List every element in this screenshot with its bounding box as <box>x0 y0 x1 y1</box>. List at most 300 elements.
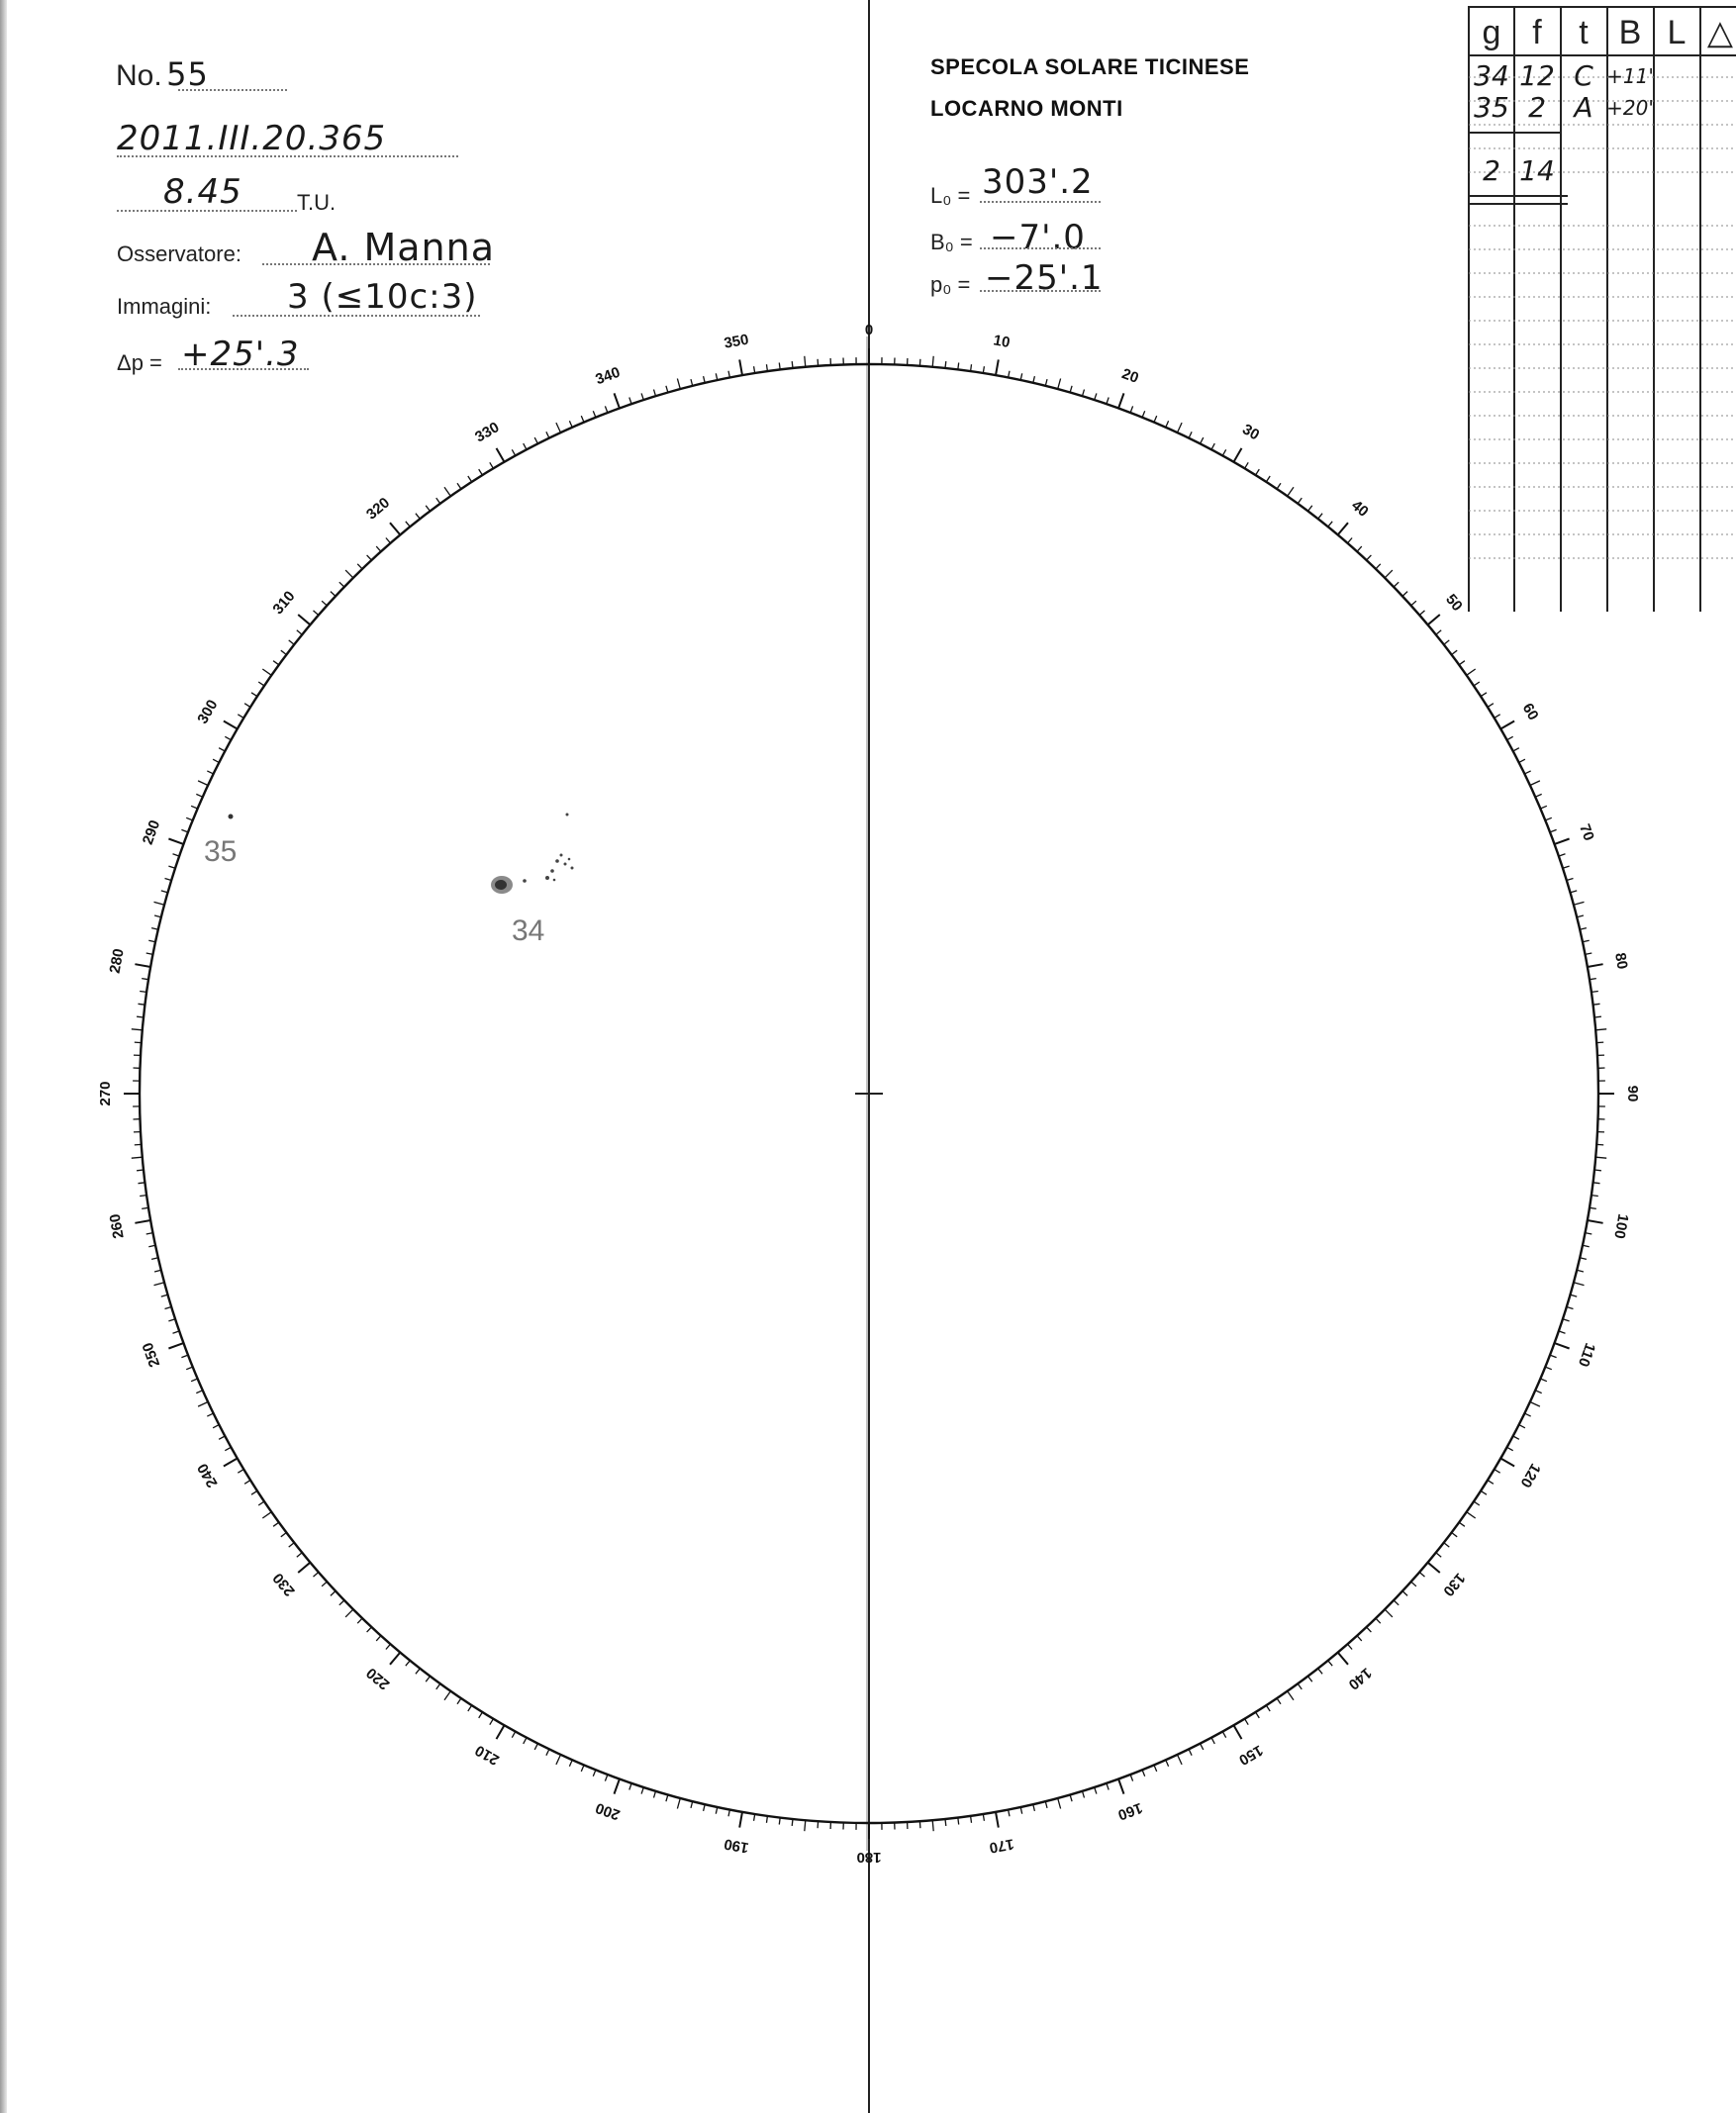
degree-tick <box>186 1367 193 1370</box>
degree-tick <box>1142 1770 1145 1777</box>
degree-label: 340 <box>593 363 623 389</box>
degree-tick <box>273 1522 279 1526</box>
degree-tick <box>468 1705 472 1711</box>
degree-tick <box>213 1425 219 1428</box>
degree-tick <box>262 1512 271 1518</box>
degree-tick <box>1178 1755 1183 1765</box>
degree-tick <box>314 1573 319 1578</box>
degree-label: 130 <box>1439 1569 1469 1599</box>
degree-tick <box>135 964 150 967</box>
degree-tick <box>569 421 572 427</box>
degree-tick <box>581 1765 584 1772</box>
degree-tick <box>1507 736 1513 739</box>
degree-label: 280 <box>106 947 128 975</box>
degree-tick <box>1385 1609 1393 1617</box>
degree-tick <box>1348 538 1353 543</box>
degree-tick <box>151 1258 158 1260</box>
col-header-f: f <box>1532 14 1542 51</box>
degree-tick <box>691 379 693 386</box>
col-header-delta: △ <box>1706 14 1734 51</box>
degree-tick <box>1256 469 1260 475</box>
degree-tick <box>1524 1413 1530 1416</box>
observatory-name: SPECOLA SOLARE TICINESE <box>930 54 1250 79</box>
degree-tick <box>1591 1196 1598 1197</box>
degree-tick <box>1530 781 1540 786</box>
degree-tick <box>1394 582 1398 587</box>
degree-tick <box>1583 1245 1590 1247</box>
degree-label: 170 <box>988 1835 1015 1857</box>
total-f: 14 <box>1519 154 1555 187</box>
degree-tick <box>546 1749 549 1755</box>
degree-tick <box>1288 487 1294 496</box>
degree-tick <box>1256 1712 1260 1718</box>
degree-tick <box>1596 1144 1603 1145</box>
degree-tick <box>322 1582 327 1586</box>
degree-tick <box>173 1331 180 1333</box>
col-header-t: t <box>1579 14 1589 51</box>
degree-tick <box>390 1653 400 1665</box>
degree-tick <box>1277 1698 1281 1704</box>
degree-tick <box>524 443 527 449</box>
number-label: No. <box>116 59 162 92</box>
degree-tick <box>479 469 483 475</box>
row1-f: 12 <box>1519 59 1555 92</box>
degree-tick <box>615 393 620 408</box>
degree-tick <box>140 1196 146 1197</box>
degree-tick <box>1559 854 1566 856</box>
degree-tick <box>1411 1582 1416 1586</box>
degree-tick <box>1318 1669 1322 1675</box>
degree-tick <box>251 1490 257 1494</box>
degree-tick <box>1495 1470 1500 1474</box>
degree-tick <box>207 1413 213 1416</box>
degree-tick <box>181 829 188 832</box>
degree-tick <box>1563 1319 1570 1321</box>
degree-tick <box>1428 1563 1440 1573</box>
degree-tick <box>468 476 472 482</box>
degree-tick <box>1586 1233 1592 1234</box>
degree-tick <box>262 669 271 675</box>
degree-tick <box>716 1807 718 1814</box>
degree-tick <box>641 1787 643 1794</box>
total-g: 2 <box>1483 154 1500 187</box>
degree-tick <box>281 650 287 654</box>
degree-tick <box>512 449 515 455</box>
degree-tick <box>1550 829 1557 832</box>
degree-tick <box>168 839 183 844</box>
degree-tick <box>1545 1367 1552 1370</box>
degree-tick <box>490 462 494 468</box>
degree-tick <box>406 1661 410 1666</box>
spot-34-small <box>564 863 567 866</box>
degree-label: 20 <box>1119 365 1141 387</box>
degree-label: 310 <box>269 588 299 619</box>
degree-tick <box>1459 661 1465 665</box>
degree-tick <box>1234 1725 1242 1739</box>
degree-tick <box>1376 564 1381 569</box>
degree-tick <box>792 361 793 368</box>
degree-tick <box>297 630 302 634</box>
degree-tick <box>1588 1220 1603 1223</box>
degree-label: 50 <box>1442 591 1466 615</box>
degree-tick <box>1577 915 1584 917</box>
degree-tick <box>135 1144 142 1145</box>
p0-label: p₀ = <box>930 272 971 297</box>
degree-label: 260 <box>106 1212 128 1240</box>
degree-tick <box>593 1770 596 1777</box>
degree-tick <box>168 866 175 868</box>
degree-tick <box>137 1016 144 1017</box>
degree-tick <box>244 704 250 708</box>
degree-tick <box>1234 448 1242 462</box>
degree-label: 120 <box>1516 1460 1544 1490</box>
degree-tick <box>1545 817 1552 820</box>
L0-label: L₀ = <box>930 183 971 208</box>
spot-34-small <box>560 854 563 857</box>
degree-tick <box>605 406 608 413</box>
degree-tick <box>1045 379 1047 386</box>
degree-tick <box>996 1812 999 1828</box>
degree-tick <box>1107 1783 1109 1790</box>
degree-tick <box>1419 1573 1424 1578</box>
degree-tick <box>1308 506 1312 512</box>
degree-tick <box>1411 601 1416 606</box>
degree-tick <box>716 373 718 380</box>
spot-34-small <box>550 869 554 873</box>
degree-tick <box>376 1636 381 1641</box>
row2-f: 2 <box>1528 91 1546 124</box>
date-value: 2011.III.20.365 <box>117 119 387 158</box>
degree-tick <box>1338 1653 1348 1665</box>
degree-tick <box>390 523 400 534</box>
time-value: 8.45 <box>163 172 242 212</box>
number-value: 55 <box>166 55 209 93</box>
degree-label: 0 <box>864 321 874 338</box>
degree-tick <box>958 1818 959 1825</box>
degree-tick <box>1095 1787 1097 1794</box>
degree-tick <box>148 1245 155 1247</box>
degree-tick <box>1488 1481 1494 1485</box>
degree-tick <box>165 1307 172 1309</box>
degree-tick <box>971 364 972 371</box>
degree-tick <box>1594 1170 1601 1171</box>
degree-tick <box>219 1436 225 1439</box>
degree-tick <box>1481 1490 1487 1494</box>
degree-tick <box>196 1391 202 1393</box>
degree-label: 240 <box>194 1460 222 1490</box>
degree-tick <box>1154 1765 1157 1772</box>
degree-tick <box>132 1029 143 1030</box>
degree-tick <box>406 522 410 527</box>
degree-tick <box>629 398 631 405</box>
degree-tick <box>1222 1732 1225 1738</box>
degree-tick <box>339 1600 344 1605</box>
degree-tick <box>1318 514 1322 520</box>
degree-tick <box>958 363 959 370</box>
degree-tick <box>945 1819 946 1826</box>
degree-tick <box>1500 1459 1514 1467</box>
degree-tick <box>132 1157 143 1158</box>
degree-tick <box>191 806 198 809</box>
degree-tick <box>677 1798 680 1809</box>
degree-tick <box>376 546 381 551</box>
degree-tick <box>457 1698 461 1704</box>
degree-tick <box>805 356 806 367</box>
degree-tick <box>1467 669 1476 675</box>
degree-tick <box>386 538 391 543</box>
degree-tick <box>191 1379 198 1382</box>
degree-tick <box>1357 1636 1362 1641</box>
sunspot-group-34 <box>491 814 574 948</box>
images-value: 3 (≤10c:3) <box>287 277 478 317</box>
degree-label: 250 <box>139 1340 164 1370</box>
degree-tick <box>1154 416 1157 423</box>
degree-tick <box>1328 522 1332 527</box>
degree-tick <box>556 423 561 432</box>
degree-tick <box>198 781 208 786</box>
degree-tick <box>1595 1157 1606 1158</box>
degree-tick <box>641 393 643 400</box>
degree-label: 60 <box>1518 700 1542 723</box>
col-header-B: B <box>1618 14 1642 51</box>
degree-tick <box>213 759 219 762</box>
degree-tick <box>932 356 933 367</box>
degree-tick <box>298 1563 310 1573</box>
degree-tick <box>1488 704 1494 708</box>
degree-tick <box>605 1775 608 1781</box>
degree-tick <box>225 1447 231 1450</box>
degree-tick <box>1308 1677 1312 1682</box>
row1-g: 34 <box>1474 59 1509 92</box>
degree-label: 210 <box>472 1741 503 1769</box>
degree-tick <box>181 1355 188 1358</box>
degree-tick <box>1385 570 1393 578</box>
degree-tick <box>1588 964 1603 967</box>
degree-tick <box>1083 1791 1085 1798</box>
degree-tick <box>1009 371 1010 378</box>
degree-tick <box>1500 721 1514 729</box>
degree-tick <box>805 1820 806 1831</box>
degree-tick <box>1452 1533 1458 1537</box>
spot-34-small <box>571 867 574 870</box>
degree-label: 350 <box>723 331 750 352</box>
degree-tick <box>792 1819 793 1826</box>
sunspot-group-35 <box>204 815 237 869</box>
degree-label: 330 <box>472 419 503 446</box>
degree-tick <box>739 1812 742 1828</box>
degree-tick <box>1436 1553 1441 1557</box>
degree-tick <box>677 379 680 390</box>
degree-tick <box>1577 1270 1584 1272</box>
degree-tick <box>818 1821 819 1828</box>
degree-tick <box>457 483 461 489</box>
degree-tick <box>1189 1749 1192 1755</box>
degree-tick <box>196 794 202 797</box>
degree-tick <box>1567 879 1574 881</box>
degree-tick <box>728 1810 729 1817</box>
spot-34-umbra <box>495 880 507 890</box>
observer-value: A. Manna <box>312 226 496 269</box>
degree-label: 200 <box>593 1798 623 1824</box>
group-35-label: 35 <box>204 835 238 868</box>
degree-tick <box>154 902 165 905</box>
degree-tick <box>1519 1425 1525 1428</box>
B0-value: −7'.0 <box>990 218 1086 257</box>
degree-tick <box>1574 1283 1585 1286</box>
degree-tick <box>1118 1779 1123 1794</box>
degree-tick <box>1580 928 1587 930</box>
degree-tick <box>154 915 161 917</box>
degree-tick <box>1567 1307 1574 1309</box>
degree-tick <box>1535 1391 1541 1393</box>
degree-tick <box>1222 449 1225 455</box>
degree-label: 270 <box>96 1081 114 1106</box>
degree-tick <box>154 1270 161 1272</box>
degree-tick <box>581 416 584 423</box>
degree-tick <box>1593 1004 1600 1005</box>
degree-tick <box>1130 406 1133 413</box>
degree-tick <box>1288 1691 1294 1700</box>
degree-label: 190 <box>723 1835 750 1857</box>
degree-tick <box>168 1343 183 1348</box>
degree-tick <box>1530 1402 1540 1407</box>
degree-tick <box>367 555 372 560</box>
degree-tick <box>1201 1744 1204 1750</box>
row1-t: C <box>1574 59 1593 92</box>
degree-tick <box>238 1470 243 1474</box>
degree-tick <box>919 359 920 366</box>
degree-tick <box>490 1719 494 1725</box>
degree-tick <box>1595 1029 1606 1030</box>
degree-tick <box>1563 866 1570 868</box>
degree-tick <box>297 1553 302 1557</box>
degree-tick <box>1444 640 1450 644</box>
degree-tick <box>818 359 819 366</box>
degree-tick <box>1594 1016 1601 1017</box>
degree-tick <box>1338 523 1348 534</box>
degree-label: 290 <box>139 817 164 847</box>
degree-tick <box>1020 1807 1022 1814</box>
degree-tick <box>367 1627 372 1632</box>
degree-tick <box>154 1283 165 1286</box>
degree-tick <box>534 437 537 443</box>
col-header-L: L <box>1667 14 1687 51</box>
degree-tick <box>357 564 362 569</box>
degree-tick <box>1586 953 1592 954</box>
degree-label: 160 <box>1115 1798 1145 1824</box>
degree-tick <box>1178 423 1183 432</box>
degree-label: 80 <box>1611 951 1631 971</box>
degree-tick <box>1540 1379 1547 1382</box>
degree-tick <box>1444 1543 1450 1547</box>
degree-label: 90 <box>1624 1085 1642 1103</box>
degree-label: 300 <box>194 697 222 727</box>
degree-tick <box>224 721 238 729</box>
degree-tick <box>1201 437 1204 443</box>
degree-tick <box>1495 715 1500 719</box>
degree-label: 40 <box>1348 497 1372 521</box>
spot-34-small <box>566 814 569 816</box>
degree-tick <box>1428 615 1440 624</box>
degree-tick <box>1266 476 1270 482</box>
degree-tick <box>1328 1661 1332 1666</box>
degree-tick <box>1580 1258 1587 1260</box>
degree-tick <box>258 682 264 686</box>
degree-tick <box>728 371 729 378</box>
degree-tick <box>1298 1683 1302 1689</box>
degree-tick <box>436 498 440 504</box>
degree-tick <box>426 506 430 512</box>
degree-tick <box>779 1818 780 1825</box>
degree-tick <box>534 1744 537 1750</box>
degree-tick <box>654 1791 656 1798</box>
degree-tick <box>1266 1705 1270 1711</box>
degree-tick <box>139 1004 145 1005</box>
degree-tick <box>691 1801 693 1808</box>
degree-tick <box>1474 682 1480 686</box>
degree-tick <box>298 615 310 624</box>
degree-tick <box>137 1170 144 1171</box>
degree-tick <box>339 582 344 587</box>
degree-tick <box>497 448 505 462</box>
degree-tick <box>1591 992 1598 993</box>
L0-value: 303'.2 <box>982 162 1094 202</box>
degree-tick <box>1058 1798 1061 1809</box>
degree-tick <box>148 940 155 942</box>
degree-tick <box>1376 1618 1381 1623</box>
degree-tick <box>479 1712 483 1718</box>
degree-tick <box>1367 555 1372 560</box>
spot-35 <box>229 815 234 819</box>
degree-tick <box>1394 1600 1398 1605</box>
degree-label: 70 <box>1576 821 1597 843</box>
degree-tick <box>322 601 327 606</box>
degree-tick <box>1033 1804 1035 1811</box>
degree-tick <box>146 1233 153 1234</box>
degree-tick <box>1593 1183 1600 1184</box>
row2-t: A <box>1574 91 1593 124</box>
degree-tick <box>932 1820 933 1831</box>
degree-label: 230 <box>269 1569 299 1599</box>
degree-tick <box>1095 393 1097 400</box>
degree-label: 100 <box>1610 1212 1632 1240</box>
degree-tick <box>1540 806 1547 809</box>
B0-label: B₀ = <box>930 230 973 254</box>
degree-tick <box>1083 390 1085 397</box>
degree-tick <box>289 1543 295 1547</box>
degree-tick <box>314 611 319 616</box>
degree-tick <box>258 1501 264 1505</box>
degree-tick <box>426 1677 430 1682</box>
degree-tick <box>1583 940 1590 942</box>
degree-tick <box>1211 443 1214 449</box>
degree-tick <box>345 1609 353 1617</box>
spot-34-small <box>523 879 527 883</box>
degree-tick <box>224 1459 238 1467</box>
degree-tick <box>198 1402 208 1407</box>
degree-tick <box>219 748 225 751</box>
degree-tick <box>331 1591 336 1596</box>
degree-tick <box>1474 1501 1480 1505</box>
degree-tick <box>444 487 450 496</box>
degree-tick <box>1367 1627 1372 1632</box>
degree-label: 30 <box>1239 421 1263 444</box>
degree-tick <box>767 1816 768 1823</box>
degree-tick <box>416 514 420 520</box>
degree-tick <box>1020 373 1022 380</box>
degree-tick <box>1142 411 1145 418</box>
degree-tick <box>168 1319 175 1321</box>
